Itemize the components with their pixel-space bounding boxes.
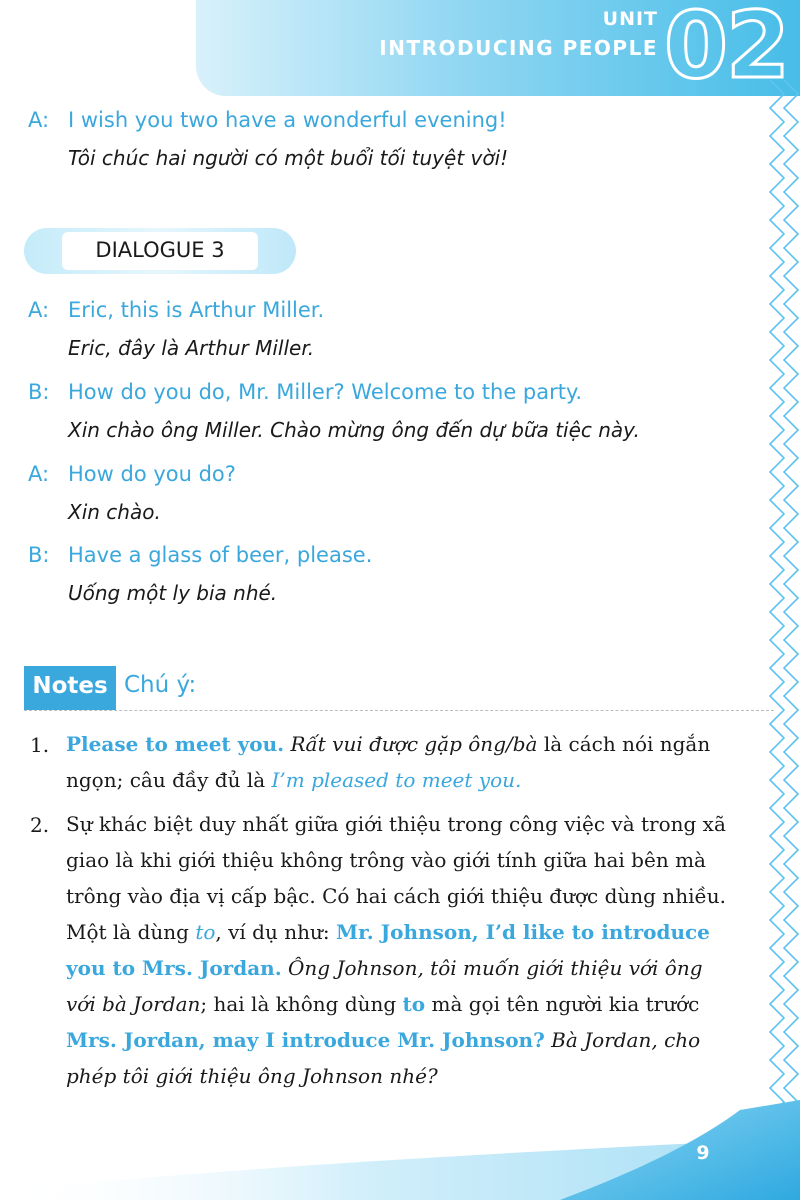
vietnamese-translation: Eric, đây là Arthur Miller. bbox=[68, 336, 315, 360]
speaker-label: B: bbox=[28, 380, 50, 404]
speaker-label: A: bbox=[28, 298, 50, 322]
notes-sublabel: Chú ý: bbox=[124, 672, 197, 698]
note-text: mà gọi tên người kia trước bbox=[425, 992, 700, 1016]
english-sentence: Eric, this is Arthur Miller. bbox=[68, 298, 325, 322]
note-number: 2. bbox=[30, 813, 50, 837]
bottom-corner-decoration bbox=[0, 1100, 800, 1200]
note-number: 1. bbox=[30, 733, 50, 757]
vietnamese-translation: Uống một ly bia nhé. bbox=[68, 581, 278, 605]
note-highlight-text: Mrs. Jordan, may I introduce Mr. Johnson? bbox=[66, 1028, 545, 1052]
note-body bbox=[66, 806, 730, 1094]
notes-label: Notes bbox=[32, 673, 108, 699]
unit-title: INTRODUCING PEOPLE bbox=[379, 36, 658, 60]
note-text: ; hai là không dùng bbox=[200, 992, 403, 1016]
speaker-label: A: bbox=[28, 462, 50, 486]
unit-label: UNIT bbox=[602, 8, 658, 30]
note-text: Sự khác biệt duy nhất giữa giới thiệu trong công việc và trong xã giao là khi giới thiệu không trông vào giới tính giữa hai bên mà trông vào địa vị cấp bậc. Có hai cách giới thiệu được dùng nhiều. Một là dùng bbox=[66, 812, 727, 944]
notes-label-box bbox=[24, 666, 116, 710]
speaker-label: B: bbox=[28, 543, 50, 567]
note-highlight-text: I’m pleased to meet you. bbox=[271, 768, 522, 792]
page-number: 9 bbox=[696, 1142, 710, 1164]
english-sentence: How do you do, Mr. Miller? Welcome to the party. bbox=[68, 380, 583, 404]
english-sentence: Have a glass of beer, please. bbox=[68, 543, 373, 567]
vietnamese-translation: Tôi chúc hai người có một buổi tối tuyệt vời! bbox=[68, 146, 509, 170]
dialogue-title-pill bbox=[24, 228, 296, 274]
speaker-label: A: bbox=[28, 108, 50, 132]
unit-number: 02 bbox=[664, 0, 789, 99]
note-text: là cách nói ngắn ngọn; câu đầy đủ là bbox=[66, 732, 711, 792]
note-text: Rất vui được gặp ông/bà bbox=[290, 732, 538, 756]
english-sentence: I wish you two have a wonderful evening! bbox=[68, 108, 507, 132]
note-text: Ông Johnson, tôi muốn giới thiệu với ông với bà Jordan bbox=[66, 956, 703, 1016]
dialogue-title-box bbox=[62, 232, 258, 270]
note-highlight-text: Please to meet you. bbox=[66, 732, 285, 756]
note-text: , ví dụ như: bbox=[215, 920, 336, 944]
note-text: Bà Jordan, cho phép tôi giới thiệu ông Johnson nhé? bbox=[66, 1028, 701, 1088]
dialogue-title: DIALOGUE 3 bbox=[95, 238, 225, 262]
notes-divider bbox=[24, 710, 774, 711]
note-highlight-text: to bbox=[402, 992, 426, 1016]
zigzag-edge-decoration bbox=[766, 80, 800, 1120]
note-body bbox=[66, 726, 730, 798]
note-highlight-text: to bbox=[195, 920, 216, 944]
vietnamese-translation: Xin chào. bbox=[68, 500, 161, 524]
english-sentence: How do you do? bbox=[68, 462, 236, 486]
vietnamese-translation: Xin chào ông Miller. Chào mừng ông đến dự bữa tiệc này. bbox=[68, 418, 640, 442]
note-highlight-text: Mr. Johnson, I’d like to introduce you to Mrs. Jordan. bbox=[66, 920, 710, 980]
